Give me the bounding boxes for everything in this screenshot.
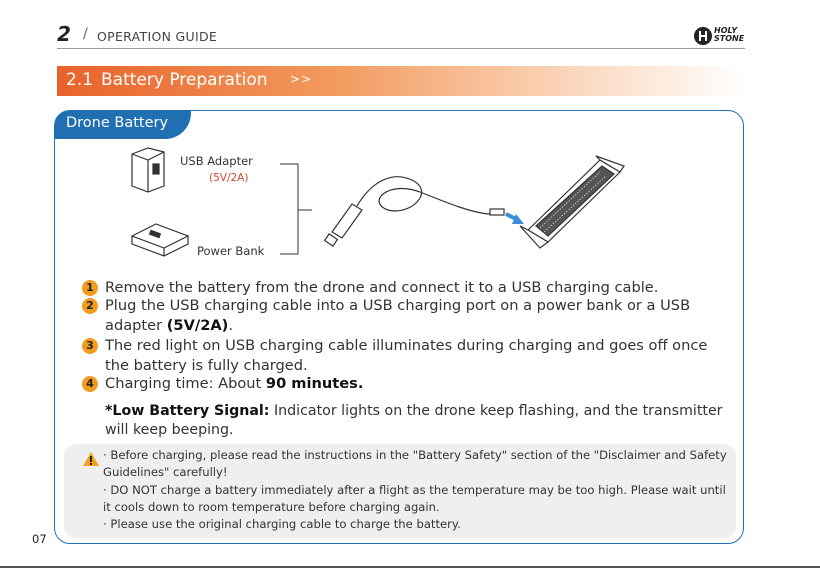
- step-number-badge: 2: [82, 298, 98, 314]
- warning-text: [103, 447, 728, 533]
- step-number-badge: 3: [82, 338, 98, 354]
- warning-line: · Before charging, please read the instructions in the "Battery Safety" section of the "Disclaimer and Safety Guidelines" carefully!: [103, 448, 727, 480]
- logo-text: HOLY STONE: [714, 26, 745, 43]
- power-bank-icon: [132, 224, 188, 256]
- drone-battery-icon: [520, 156, 624, 248]
- usb-adapter-icon: [132, 148, 164, 192]
- section-number: 2.1: [66, 70, 94, 90]
- usb-adapter-label: USB Adapter: [180, 154, 253, 168]
- step-number-badge: 1: [82, 280, 98, 296]
- power-bank-label: Power Bank: [197, 244, 265, 258]
- page-header: [57, 22, 745, 49]
- charging-illustration: [120, 140, 640, 268]
- chapter-number: 2: [57, 22, 71, 46]
- header-separator: /: [83, 26, 88, 42]
- step-number-badge: 4: [82, 376, 98, 392]
- card-tab-label: Drone Battery: [66, 115, 169, 131]
- warning-line: · DO NOT charge a battery immediately after a flight as the temperature may be too high. Please wait until it cools down to room temperature before charging again.: [103, 482, 726, 514]
- section-heading-bar: [57, 66, 745, 96]
- step-text: The red light on USB charging cable illuminates during charging and goes off once the battery is fully charged.: [105, 337, 708, 374]
- note-text: Indicator lights on the drone keep flashing, and the transmitter will keep beeping.: [105, 403, 723, 438]
- card-tab: [55, 111, 191, 139]
- warning-icon: [82, 451, 100, 467]
- warning-line: · Please use the original charging cable to charge the battery.: [103, 517, 461, 532]
- logo-mark-icon: [693, 26, 713, 46]
- usb-cable-icon: [325, 177, 504, 246]
- section-title: Battery Preparation: [101, 70, 268, 90]
- usb-adapter-spec: (5V/2A): [209, 172, 249, 184]
- section-arrows: >>: [290, 72, 313, 86]
- step-text: Plug the USB charging cable into a USB charging port on a power bank or a USB adapter (5V/2A).: [105, 297, 691, 334]
- step-text: Charging time: About 90 minutes.: [105, 375, 364, 392]
- note-label: *Low Battery Signal:: [105, 403, 270, 419]
- holy-stone-logo: [693, 26, 743, 46]
- step-text: Remove the battery from the drone and connect it to a USB charging cable.: [105, 279, 659, 296]
- warning-box: [64, 444, 736, 538]
- charger-spec: (5V/2A): [166, 317, 229, 334]
- charging-time: 90 minutes.: [265, 375, 364, 392]
- header-title: OPERATION GUIDE: [97, 29, 218, 44]
- low-battery-note: [105, 402, 725, 440]
- page-number: 07: [32, 532, 47, 546]
